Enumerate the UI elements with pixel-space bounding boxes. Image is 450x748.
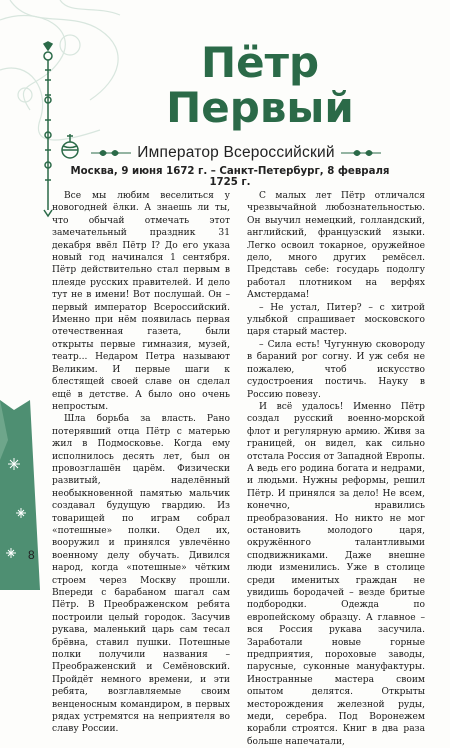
paragraph: И всё удалось! Именно Пётр создал русский военно-морской флот и регулярную армию. Живя за границей, он видел, как сильно отстала Россия от Западной Европы. А ведь его родина богата и недрами, и людьми. Нужны реформы, решил Пётр. И принялся за дело! Не всем, конечно, нравились преобразования. Но никто не мог остановить молодого царя, окружённого талантливыми сподвижниками. Даже внешне люди изменились. Уже в столице среди именитых граждан не увидишь бородачей – везде бритые подбородки. Одежда по европейскому образцу. А главное – вся Россия рукава засучила. Заработали новые горные предприятия, пороховые заводы, парусные, суконные мануфактуры. Иностранные мастера своим опытом делятся. Открыты месторождения железной руды, меди, серебра. Под Воронежем корабли строятся. Книг в два раза больше напечатали,: [247, 401, 425, 747]
paragraph: С малых лет Пётр отличался чрезвычайной любознательностью. Он выучил немецкий, голландский, английский, французский языки. Легко освоил токарное, оружейное дело, много других ремёсел. Представь себе: государь подолгу работал плотником на верфях Амстердама!: [247, 191, 425, 301]
subtitle-row: [86, 143, 386, 163]
leaf-ornament-icon: [341, 147, 381, 159]
paragraph: Шла борьба за власть. Рано потерявший отца Пётр с матерью жил в Подмосковье. Когда ему исполнилось десять лет, был он провозглашён царём. Физически развитый, наделённый необыкновенной памятью мальчик создавал будущую гвардию. Из товарищей по играм собрал «потешные» полки. Одел их, вооружил и принялся увлечённо военному делу обучать. Дивился народ, когда «потешные» чётким строем через Москву прошли. Впереди с барабаном шагал сам Пётр. В Преображенском ребята построили целый городок. Засучив рукава, маленький царь сам тесал брёвна, ставил пушки. Потешные полки получили названия – Преображенский и Семёновский. Пройдёт немного времени, и эти ребята, возглавляемые своим венценосным командиром, в первых рядах устремятся на неприятеля во славу России.: [52, 414, 230, 735]
page-title-line1: Пётр: [200, 38, 320, 87]
paragraph: – Сила есть! Чугунную сковороду в бараний рог согну. И уж себя не пожалею, чтоб искусство судостроения постичь. Науку в Россию повезу.: [247, 339, 425, 400]
page-title-line2: Первый: [166, 83, 354, 132]
paragraph: – Не устал, Питер? – с хитрой улыбкой спрашивает московского царя старый мастер.: [247, 302, 425, 338]
right-column: [247, 190, 425, 748]
leaf-ornament-icon: [91, 147, 131, 159]
subtitle: Император Всероссийский: [137, 144, 335, 161]
paragraph: Все мы любим веселиться у новогодней ёлки. А знаешь ли ты, что обычай отмечать этот замечательный праздник 31 декабря ввёл Пётр I? До его указа новый год начинался 1 сентября. Пётр действительно стал первым в плеяде русских правителей. И дело тут не в имени! Вот послушай. Он – первый император Всероссийский. Именно при нём появилась первая отечественная газета, были открыты первые гимназия, музей, театр... Недаром Петра называют Великим. И первые шаги к блестящей своей славе он сделал ещё в детстве. А было оно очень непростым.: [52, 191, 230, 412]
dateline: Москва, 9 июня 1672 г. – Санкт-Петербург, 8 февраля 1725 г.: [70, 166, 390, 188]
page-number: 8: [28, 548, 35, 562]
orb-icon: [62, 134, 78, 158]
left-column: [52, 190, 230, 736]
